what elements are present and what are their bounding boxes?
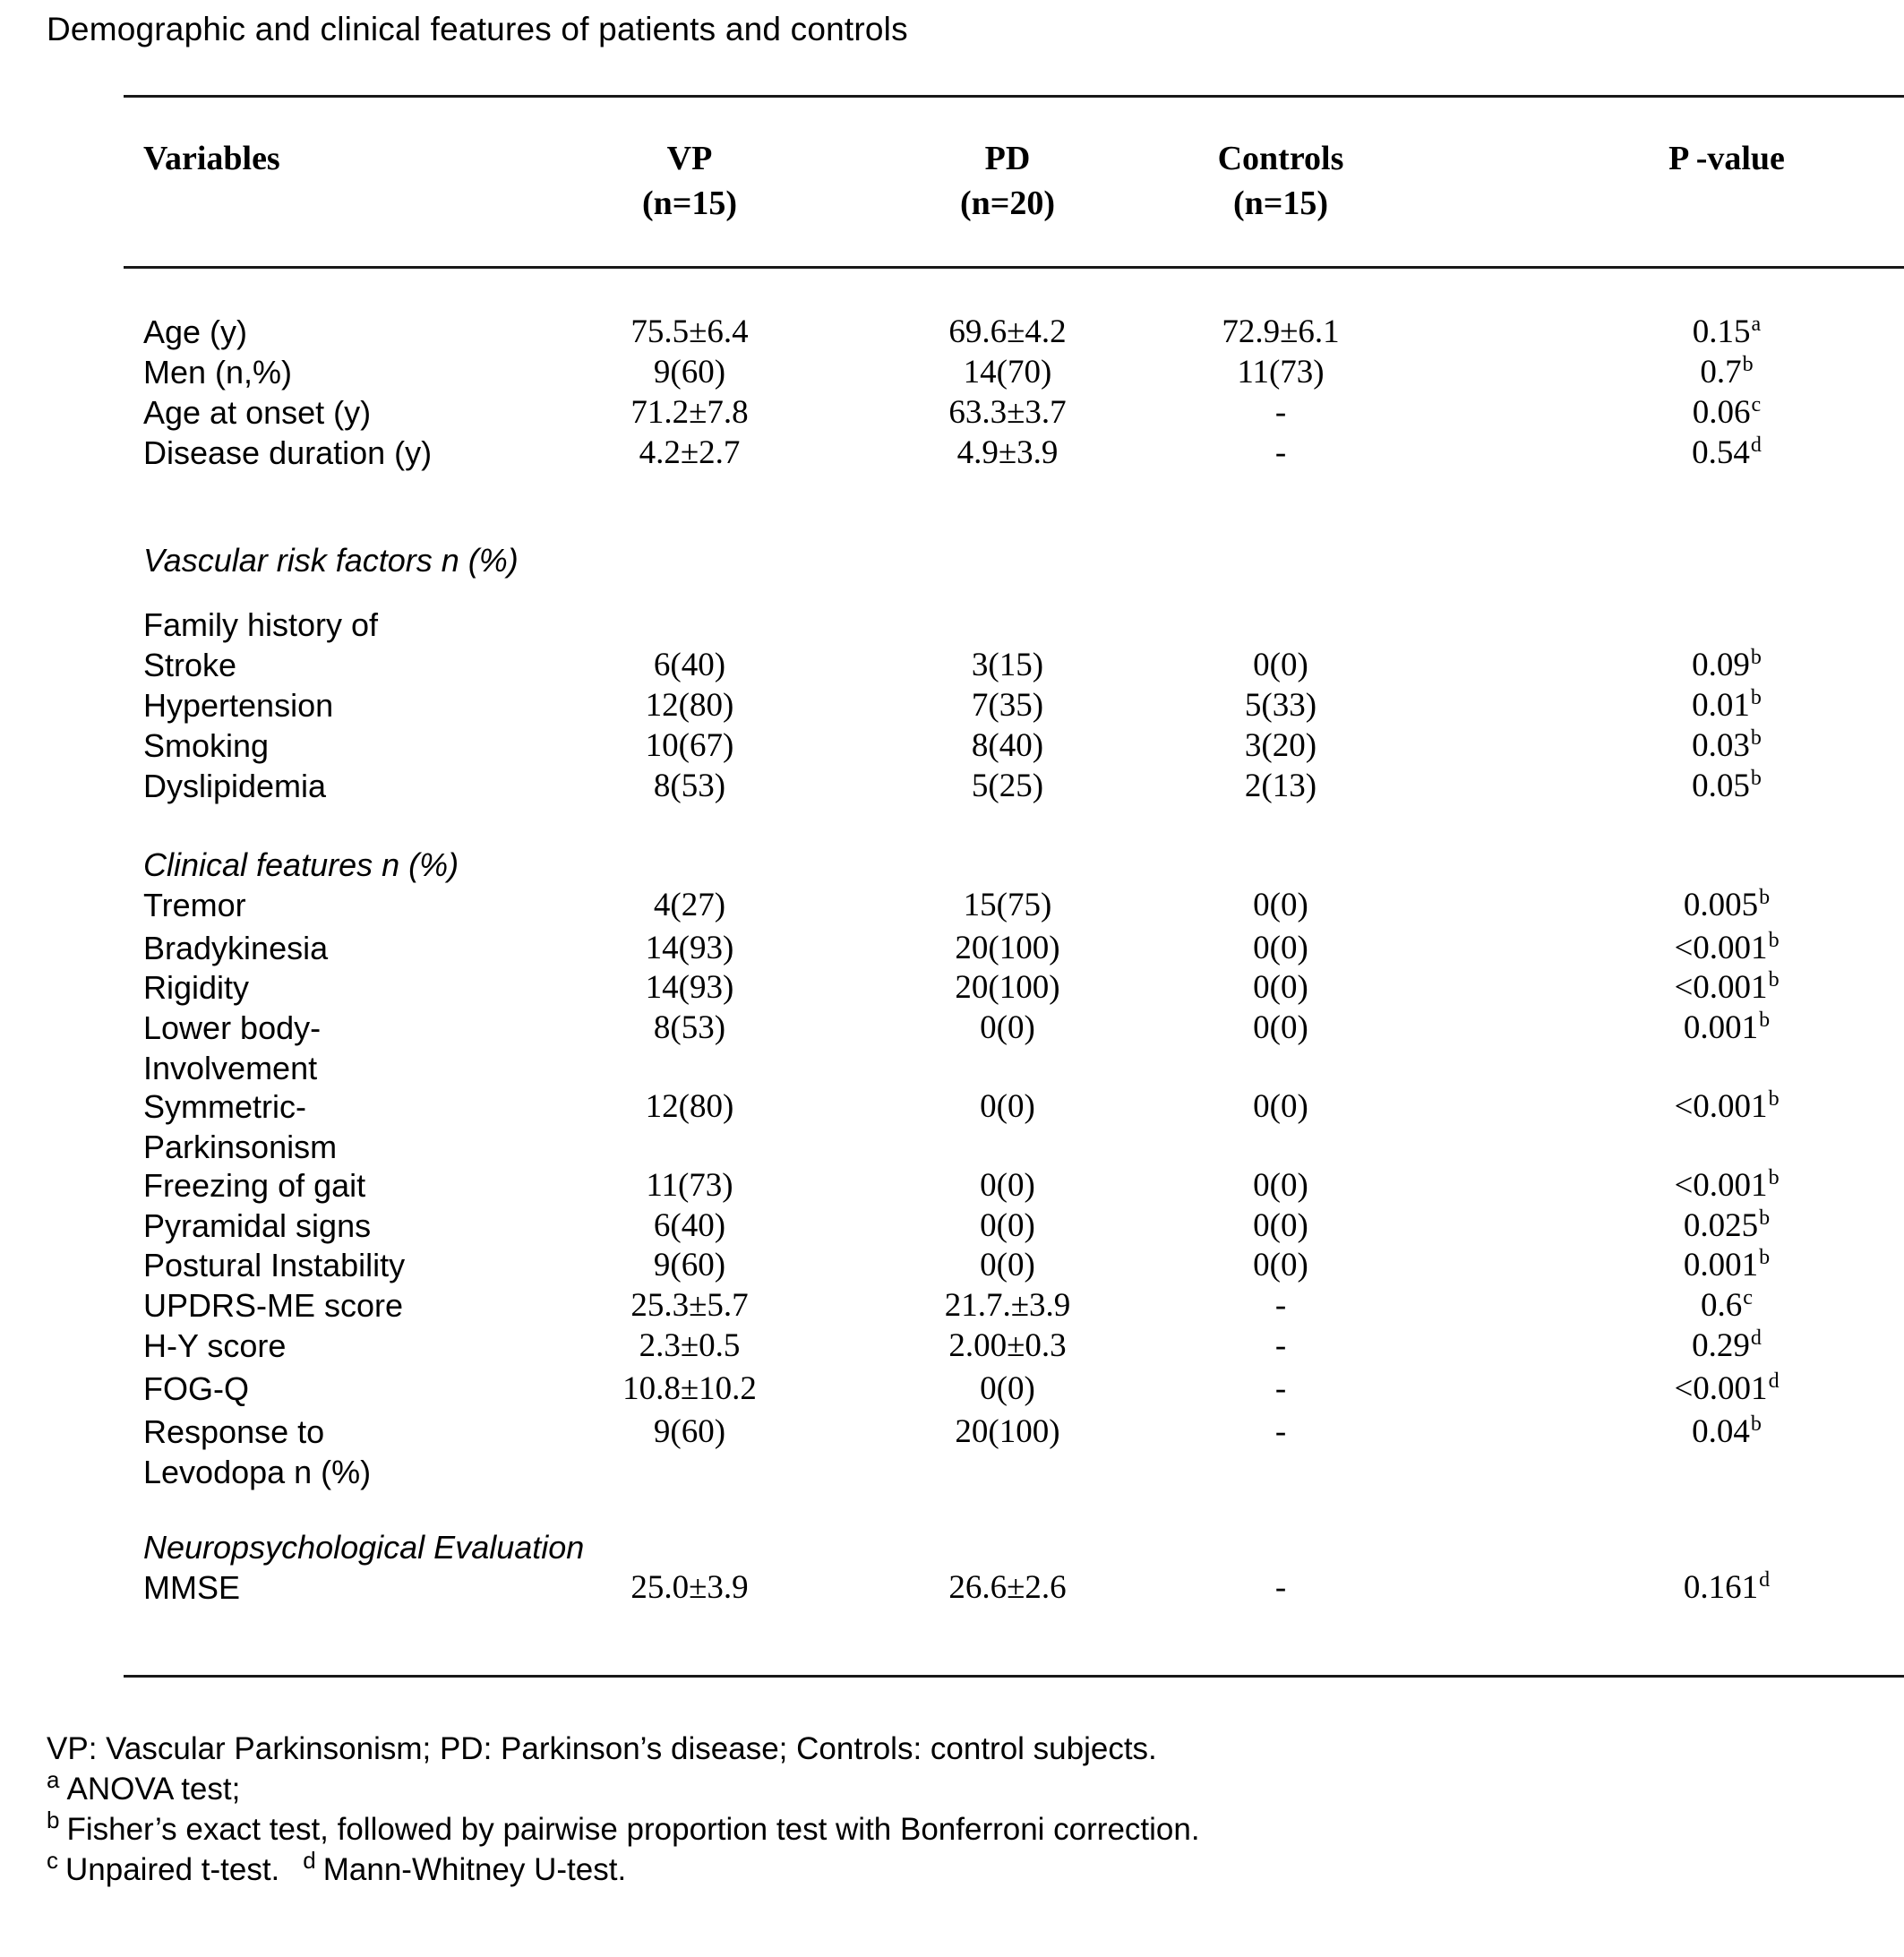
table-row-updrs-me-score bbox=[125, 1285, 1904, 1326]
row-label: Age at onset (y) bbox=[143, 394, 372, 431]
pvalue-superscript: d bbox=[1768, 1369, 1780, 1393]
table-row-age bbox=[125, 312, 1904, 352]
column-header-variables: Variables bbox=[143, 140, 280, 177]
cell-vp: 9(60) bbox=[653, 1247, 726, 1283]
table-row-mmse bbox=[125, 1567, 1904, 1608]
column-header-pd-line1: PD bbox=[984, 140, 1031, 177]
table-rule-header-bottom bbox=[124, 266, 1904, 269]
row-label: Disease duration (y) bbox=[143, 434, 433, 471]
cell-pd: 63.3±3.7 bbox=[948, 394, 1067, 431]
row-label-line1: Lower body- bbox=[143, 1009, 322, 1046]
table-row-lower-body-involvement bbox=[125, 1008, 1904, 1088]
section-title: Clinical features n (%) bbox=[143, 846, 459, 883]
pvalue-superscript: d bbox=[1750, 1326, 1762, 1350]
cell-controls: 11(73) bbox=[1237, 354, 1325, 391]
row-label: Bradykinesia bbox=[143, 930, 329, 966]
pvalue-text: <0.001 bbox=[1674, 1088, 1768, 1125]
cell-controls: 0(0) bbox=[1253, 1207, 1308, 1244]
table-title: Demographic and clinical features of patients and controls bbox=[47, 11, 908, 47]
column-header-pd bbox=[860, 136, 1155, 226]
pvalue-text: 0.6 bbox=[1701, 1287, 1743, 1324]
cell-vp: 6(40) bbox=[653, 647, 726, 683]
cell-pd: 0(0) bbox=[980, 1088, 1035, 1125]
cell-pvalue bbox=[1549, 885, 1904, 925]
cell-vp: 4.2±2.7 bbox=[639, 434, 741, 471]
row-label: Pyramidal signs bbox=[143, 1207, 372, 1244]
table-row-men bbox=[125, 352, 1904, 392]
section-header-clinical-features bbox=[125, 845, 1904, 885]
cell-pvalue bbox=[1549, 725, 1904, 766]
cell-pd: 7(35) bbox=[971, 687, 1044, 724]
cell-pvalue bbox=[1549, 928, 1904, 968]
cell-vp: 75.5±6.4 bbox=[630, 313, 749, 350]
pvalue-text: 0.03 bbox=[1692, 727, 1750, 764]
cell-pd: 2.00±0.3 bbox=[948, 1327, 1067, 1364]
footnote-text: Fisher’s exact test, followed by pairwise proportion test with Bonferroni correction. bbox=[66, 1812, 1200, 1847]
row-label: Smoking bbox=[143, 727, 270, 764]
cell-pvalue bbox=[1549, 433, 1904, 473]
cell-pd: 4.9±3.9 bbox=[956, 434, 1059, 471]
cell-vp: 25.0±3.9 bbox=[630, 1569, 749, 1606]
row-label-line2: Involvement bbox=[143, 1050, 318, 1086]
row-label: Stroke bbox=[143, 647, 237, 683]
pvalue-text: 0.29 bbox=[1692, 1327, 1750, 1364]
table-row-symmetric-parkinsonism bbox=[125, 1086, 1904, 1167]
section-header-vascular-risk-factors bbox=[125, 540, 1904, 580]
row-label bbox=[125, 1412, 519, 1492]
cell-pd: 69.6±4.2 bbox=[948, 313, 1067, 350]
pvalue-superscript: d bbox=[1750, 433, 1762, 457]
pvalue-superscript: b bbox=[1750, 1412, 1762, 1436]
pvalue-text: 0.7 bbox=[1700, 354, 1742, 391]
cell-pd: 21.7.±3.9 bbox=[944, 1287, 1071, 1324]
cell-pvalue bbox=[1549, 685, 1904, 725]
pvalue-superscript: b bbox=[1768, 1086, 1780, 1111]
pvalue-superscript: c bbox=[1751, 392, 1762, 416]
pvalue-text: 0.161 bbox=[1683, 1569, 1759, 1606]
row-label: FOG-Q bbox=[143, 1370, 249, 1407]
cell-pd: 5(25) bbox=[971, 768, 1044, 804]
pvalue-superscript: b bbox=[1750, 645, 1762, 669]
cell-controls: 0(0) bbox=[1253, 887, 1308, 923]
pvalue-text: 0.01 bbox=[1692, 687, 1750, 724]
row-label bbox=[125, 1008, 519, 1088]
pvalue-superscript: b bbox=[1750, 685, 1762, 709]
cell-pvalue bbox=[1549, 352, 1904, 392]
footnote-text: Mann-Whitney U-test. bbox=[322, 1852, 627, 1887]
cell-vp: 71.2±7.8 bbox=[630, 394, 749, 431]
pvalue-superscript: b bbox=[1759, 885, 1771, 909]
pvalue-superscript: a bbox=[1751, 312, 1762, 336]
pvalue-text: 0.54 bbox=[1692, 434, 1750, 471]
cell-controls: 0(0) bbox=[1253, 1009, 1308, 1046]
cell-controls: 0(0) bbox=[1253, 1167, 1308, 1204]
row-label-line1: Response to bbox=[143, 1413, 325, 1450]
table-row-pyramidal-signs bbox=[125, 1206, 1904, 1246]
footnote-fisher bbox=[47, 1809, 1200, 1850]
cell-pvalue bbox=[1549, 1567, 1904, 1608]
table-row-fog-q bbox=[125, 1369, 1904, 1409]
column-header-vp-line2: (n=15) bbox=[641, 185, 738, 222]
cell-controls: - bbox=[1274, 1287, 1287, 1324]
row-label: H-Y score bbox=[143, 1327, 287, 1364]
cell-pvalue bbox=[1549, 392, 1904, 433]
row-label: Tremor bbox=[143, 887, 246, 923]
cell-pd: 20(100) bbox=[955, 1413, 1060, 1450]
cell-controls: - bbox=[1274, 1569, 1287, 1606]
cell-vp: 14(93) bbox=[645, 930, 734, 966]
pvalue-superscript: d bbox=[1759, 1567, 1771, 1592]
cell-vp: 10.8±10.2 bbox=[622, 1370, 757, 1407]
cell-vp: 14(93) bbox=[645, 969, 734, 1006]
pvalue-text: <0.001 bbox=[1674, 1167, 1768, 1204]
row-label: Family history of bbox=[143, 606, 379, 643]
row-label: Dyslipidemia bbox=[143, 768, 327, 804]
cell-vp: 4(27) bbox=[653, 887, 726, 923]
cell-pvalue bbox=[1549, 1008, 1904, 1048]
pvalue-text: 0.06 bbox=[1692, 394, 1751, 431]
cell-vp: 12(80) bbox=[645, 1088, 734, 1125]
row-label-line2: Levodopa n (%) bbox=[143, 1454, 372, 1490]
cell-vp: 25.3±5.7 bbox=[630, 1287, 749, 1324]
row-label-line2: Parkinsonism bbox=[143, 1129, 338, 1165]
column-header-pvalue: P -value bbox=[1668, 140, 1785, 177]
pvalue-text: <0.001 bbox=[1674, 969, 1768, 1006]
footnote-text: Unpaired t-test. bbox=[65, 1852, 280, 1887]
cell-pvalue bbox=[1549, 967, 1904, 1008]
pvalue-superscript: b bbox=[1759, 1206, 1771, 1230]
pvalue-superscript: b bbox=[1742, 352, 1754, 376]
table-row-freezing-of-gait bbox=[125, 1165, 1904, 1206]
table-row-stroke bbox=[125, 645, 1904, 685]
pvalue-superscript: c bbox=[1743, 1285, 1753, 1309]
pvalue-superscript: b bbox=[1768, 1165, 1780, 1189]
column-header-controls-line1: Controls bbox=[1217, 140, 1344, 177]
cell-controls: 2(13) bbox=[1244, 768, 1317, 804]
footnote-superscript-b: b bbox=[47, 1807, 60, 1834]
cell-vp: 6(40) bbox=[653, 1207, 726, 1244]
cell-pd: 14(70) bbox=[963, 354, 1052, 391]
table-row-family-history bbox=[125, 605, 1904, 645]
cell-pvalue bbox=[1549, 645, 1904, 685]
row-label bbox=[125, 1086, 519, 1167]
footnote-abbreviations: VP: Vascular Parkinsonism; PD: Parkinson’s disease; Controls: control subjects. bbox=[47, 1731, 1157, 1766]
cell-pvalue bbox=[1549, 766, 1904, 806]
row-label: UPDRS-ME score bbox=[143, 1287, 404, 1324]
table-row-response-to-levodopa bbox=[125, 1412, 1904, 1492]
cell-pd: 0(0) bbox=[980, 1009, 1035, 1046]
column-header-vp-line1: VP bbox=[666, 140, 713, 177]
cell-vp: 11(73) bbox=[646, 1167, 733, 1204]
row-label: Age (y) bbox=[143, 313, 248, 350]
row-label: MMSE bbox=[143, 1569, 240, 1606]
table-row-hypertension bbox=[125, 685, 1904, 725]
cell-controls: 0(0) bbox=[1253, 647, 1308, 683]
cell-vp: 9(60) bbox=[653, 1413, 726, 1450]
cell-pd: 0(0) bbox=[980, 1167, 1035, 1204]
pvalue-text: 0.05 bbox=[1692, 768, 1750, 804]
cell-pd: 0(0) bbox=[980, 1247, 1035, 1283]
row-label-line1: Symmetric- bbox=[143, 1088, 306, 1125]
column-header-controls bbox=[1155, 136, 1406, 226]
section-title: Neuropsychological Evaluation bbox=[143, 1529, 585, 1566]
pvalue-text: 0.09 bbox=[1692, 647, 1750, 683]
cell-pvalue bbox=[1549, 1206, 1904, 1246]
row-label: Rigidity bbox=[143, 969, 250, 1006]
pvalue-text: 0.15 bbox=[1692, 313, 1751, 350]
pvalue-superscript: b bbox=[1759, 1245, 1771, 1269]
footnote-text: ANOVA test; bbox=[66, 1772, 241, 1807]
table-rule-bottom bbox=[124, 1675, 1904, 1678]
cell-vp: 8(53) bbox=[653, 1009, 726, 1046]
pvalue-superscript: b bbox=[1750, 725, 1762, 750]
section-header-neuropsychological-evaluation bbox=[125, 1527, 1904, 1567]
cell-pd: 0(0) bbox=[980, 1370, 1035, 1407]
table-row-bradykinesia bbox=[125, 928, 1904, 968]
table-row-rigidity bbox=[125, 967, 1904, 1008]
column-header-vp bbox=[519, 136, 860, 226]
cell-pvalue bbox=[1549, 1326, 1904, 1366]
cell-pvalue bbox=[1549, 1086, 1904, 1127]
table-rule-top bbox=[124, 95, 1904, 98]
row-label: Postural Instability bbox=[143, 1247, 406, 1283]
cell-pd: 20(100) bbox=[955, 969, 1060, 1006]
footnote-superscript-c: c bbox=[47, 1847, 58, 1875]
cell-controls: 3(20) bbox=[1244, 727, 1317, 764]
pvalue-text: 0.001 bbox=[1683, 1009, 1759, 1046]
table-row-age-at-onset bbox=[125, 392, 1904, 433]
cell-vp: 10(67) bbox=[645, 727, 734, 764]
row-label: Men (n,%) bbox=[143, 354, 293, 391]
cell-pvalue bbox=[1549, 1285, 1904, 1326]
footnote-ttest-mannwhitney bbox=[47, 1847, 627, 1890]
pvalue-superscript: b bbox=[1768, 967, 1780, 991]
pvalue-text: 0.005 bbox=[1683, 887, 1759, 923]
cell-pvalue bbox=[1549, 1165, 1904, 1206]
table-row-hy-score bbox=[125, 1326, 1904, 1366]
row-label: Hypertension bbox=[143, 687, 334, 724]
cell-pd: 3(15) bbox=[971, 647, 1044, 683]
cell-pd: 8(40) bbox=[971, 727, 1044, 764]
section-title: Vascular risk factors n (%) bbox=[143, 542, 519, 579]
cell-controls: 0(0) bbox=[1253, 1088, 1308, 1125]
cell-vp: 9(60) bbox=[653, 354, 726, 391]
cell-controls: 0(0) bbox=[1253, 930, 1308, 966]
cell-controls: 72.9±6.1 bbox=[1222, 313, 1340, 350]
cell-vp: 12(80) bbox=[645, 687, 734, 724]
cell-controls: 0(0) bbox=[1253, 969, 1308, 1006]
cell-pvalue bbox=[1549, 312, 1904, 352]
cell-pvalue bbox=[1549, 1245, 1904, 1285]
cell-controls: - bbox=[1274, 1327, 1287, 1364]
column-header-pd-line2: (n=20) bbox=[959, 185, 1056, 222]
table-row-dyslipidemia bbox=[125, 766, 1904, 806]
pvalue-text: 0.001 bbox=[1683, 1247, 1759, 1283]
pvalue-text: 0.04 bbox=[1692, 1413, 1750, 1450]
footnote-anova bbox=[47, 1766, 241, 1809]
pvalue-superscript: b bbox=[1768, 928, 1780, 952]
cell-controls: - bbox=[1274, 394, 1287, 431]
pvalue-superscript: b bbox=[1750, 766, 1762, 790]
cell-pd: 0(0) bbox=[980, 1207, 1035, 1244]
pvalue-superscript: b bbox=[1759, 1008, 1771, 1032]
table-row-postural-instability bbox=[125, 1245, 1904, 1285]
footnote-superscript-a: a bbox=[47, 1766, 60, 1794]
cell-controls: 0(0) bbox=[1253, 1247, 1308, 1283]
cell-pvalue bbox=[1549, 1369, 1904, 1409]
column-header-controls-line2: (n=15) bbox=[1232, 185, 1329, 222]
cell-controls: - bbox=[1274, 1413, 1287, 1450]
table-row-disease-duration bbox=[125, 433, 1904, 473]
pvalue-text: <0.001 bbox=[1674, 930, 1768, 966]
cell-pvalue bbox=[1549, 1412, 1904, 1452]
row-label: Freezing of gait bbox=[143, 1167, 366, 1204]
cell-controls: - bbox=[1274, 434, 1287, 471]
cell-controls: - bbox=[1274, 1370, 1287, 1407]
cell-vp: 2.3±0.5 bbox=[639, 1327, 741, 1364]
cell-vp: 8(53) bbox=[653, 768, 726, 804]
cell-pd: 15(75) bbox=[963, 887, 1052, 923]
pvalue-text: <0.001 bbox=[1674, 1370, 1768, 1407]
cell-controls: 5(33) bbox=[1244, 687, 1317, 724]
table-row-tremor bbox=[125, 885, 1904, 925]
table-header-row bbox=[125, 136, 1904, 226]
pvalue-text: 0.025 bbox=[1683, 1207, 1759, 1244]
cell-pd: 26.6±2.6 bbox=[948, 1569, 1067, 1606]
footnote-superscript-d: d bbox=[303, 1847, 316, 1875]
cell-pd: 20(100) bbox=[955, 930, 1060, 966]
table-row-smoking bbox=[125, 725, 1904, 766]
